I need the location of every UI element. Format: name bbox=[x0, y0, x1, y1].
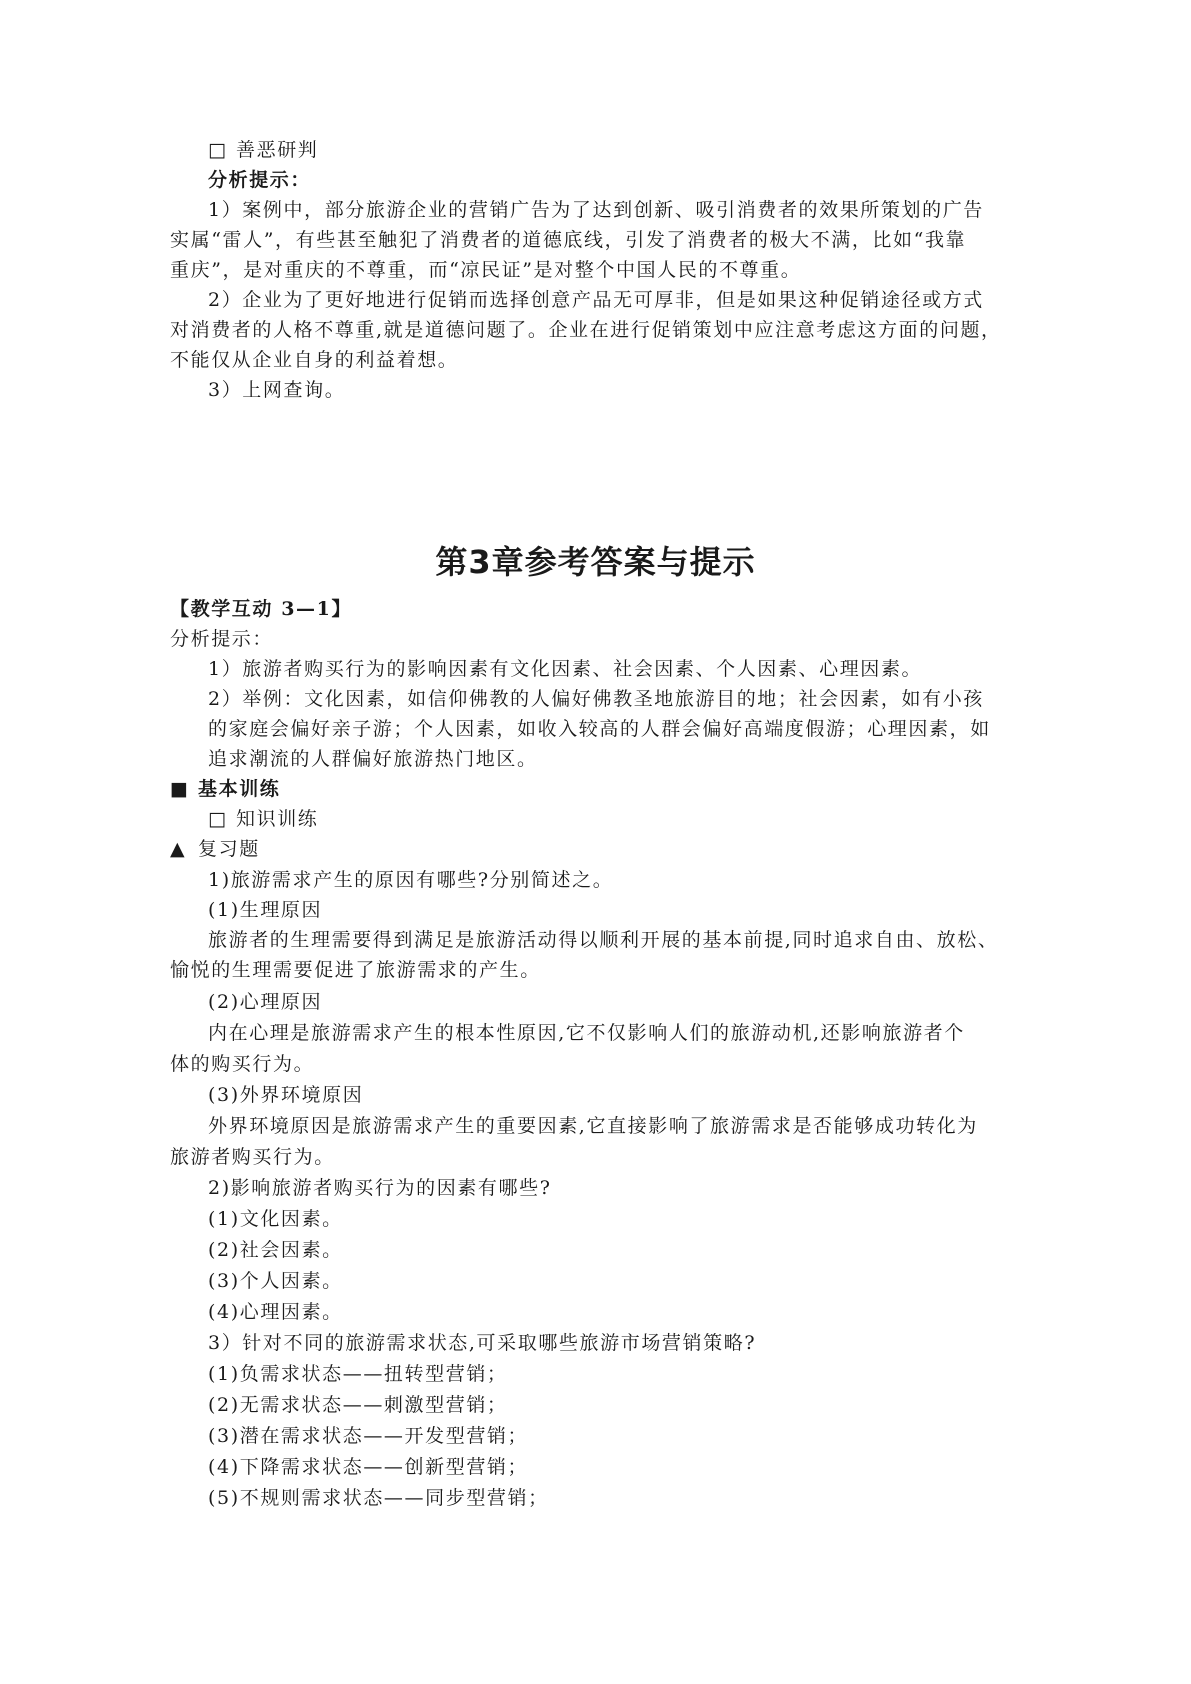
question-line: 3）针对不同的旅游需求状态,可采取哪些旅游市场营销策略? bbox=[208, 1332, 757, 1354]
paragraph-line: 外界环境原因是旅游需求产生的重要因素,它直接影响了旅游需求是否能够成功转化为 bbox=[208, 1115, 978, 1137]
paragraph-line: 1）案例中，部分旅游企业的营销广告为了达到创新、吸引消费者的效果所策划的广告 bbox=[208, 199, 984, 221]
analysis-label: 分析提示： bbox=[208, 169, 312, 191]
paragraph-line: 2）举例：文化因素，如信仰佛教的人偏好佛教圣地旅游目的地；社会因素，如有小孩 bbox=[208, 688, 984, 710]
answer-line: (3)个人因素。 bbox=[208, 1270, 343, 1292]
answer-line: (4)心理因素。 bbox=[208, 1301, 343, 1323]
paragraph-line: 不能仅从企业自身的利益着想。 bbox=[170, 349, 459, 371]
question-line: 1)旅游需求产生的原因有哪些?分别简述之。 bbox=[208, 869, 614, 891]
knowledge-training-item: □ 知识训练 bbox=[208, 808, 319, 830]
answer-title: (3)外界环境原因 bbox=[208, 1084, 364, 1106]
question-line: 2)影响旅游者购买行为的因素有哪些? bbox=[208, 1177, 552, 1199]
answer-line: (2)社会因素。 bbox=[208, 1239, 343, 1261]
paragraph-line: 旅游者购买行为。 bbox=[170, 1146, 335, 1168]
answer-line: (1)负需求状态——扭转型营销； bbox=[208, 1363, 508, 1385]
analysis-label: 分析提示： bbox=[170, 628, 274, 650]
filled-square-icon: ■ bbox=[170, 778, 190, 800]
paragraph-line: 对消费者的人格不尊重,就是道德问题了。企业在进行促销策划中应注意考虑这方面的问题， bbox=[170, 319, 1002, 341]
paragraph-line: 内在心理是旅游需求产生的根本性原因,它不仅影响人们的旅游动机,还影响旅游者个 bbox=[208, 1022, 965, 1044]
paragraph-line: 的家庭会偏好亲子游；个人因素，如收入较高的人群会偏好高端度假游；心理因素，如 bbox=[208, 718, 991, 740]
training-heading: ■ 基本训练 bbox=[170, 778, 281, 800]
paragraph-line: 2）企业为了更好地进行促销而选择创意产品无可厚非，但是如果这种促销途径或方式 bbox=[208, 289, 984, 311]
answer-line: (1)文化因素。 bbox=[208, 1208, 343, 1230]
paragraph-line: 重庆”，是对重庆的不尊重，而“凉民证”是对整个中国人民的不尊重。 bbox=[170, 259, 802, 281]
answer-title: (1)生理原因 bbox=[208, 899, 323, 921]
answer-line: (5)不规则需求状态——同步型营销； bbox=[208, 1487, 549, 1509]
paragraph-line: 1）旅游者购买行为的影响因素有文化因素、社会因素、个人因素、心理因素。 bbox=[208, 658, 923, 680]
answer-title: (2)心理原因 bbox=[208, 991, 323, 1013]
paragraph-line: 愉悦的生理需要促进了旅游需求的产生。 bbox=[170, 959, 541, 981]
empty-square-icon: □ bbox=[208, 139, 228, 161]
answer-line: (3)潜在需求状态——开发型营销； bbox=[208, 1425, 529, 1447]
review-heading: ▲ 复习题 bbox=[170, 838, 260, 860]
chapter-title: 第3章参考答案与提示 bbox=[435, 543, 756, 581]
answer-line: (4)下降需求状态——创新型营销； bbox=[208, 1456, 529, 1478]
interaction-heading: 【教学互动 3—1】 bbox=[170, 598, 353, 620]
paragraph-line: 体的购买行为。 bbox=[170, 1053, 315, 1075]
paragraph-line: 追求潮流的人群偏好旅游热门地区。 bbox=[208, 748, 538, 770]
paragraph-line: 3）上网查询。 bbox=[208, 379, 346, 401]
empty-square-icon: □ bbox=[208, 808, 228, 830]
paragraph-line: 实属“雷人”，有些甚至触犯了消费者的道德底线，引发了消费者的极大不满，比如“我靠 bbox=[170, 229, 967, 251]
triangle-icon: ▲ bbox=[170, 838, 187, 860]
answer-line: (2)无需求状态——刺激型营销； bbox=[208, 1394, 508, 1416]
paragraph-line: 旅游者的生理需要得到满足是旅游活动得以顺利开展的基本前提,同时追求自由、放松、 bbox=[208, 929, 999, 951]
checkbox-item-shan-e: □ 善恶研判 bbox=[208, 139, 319, 161]
